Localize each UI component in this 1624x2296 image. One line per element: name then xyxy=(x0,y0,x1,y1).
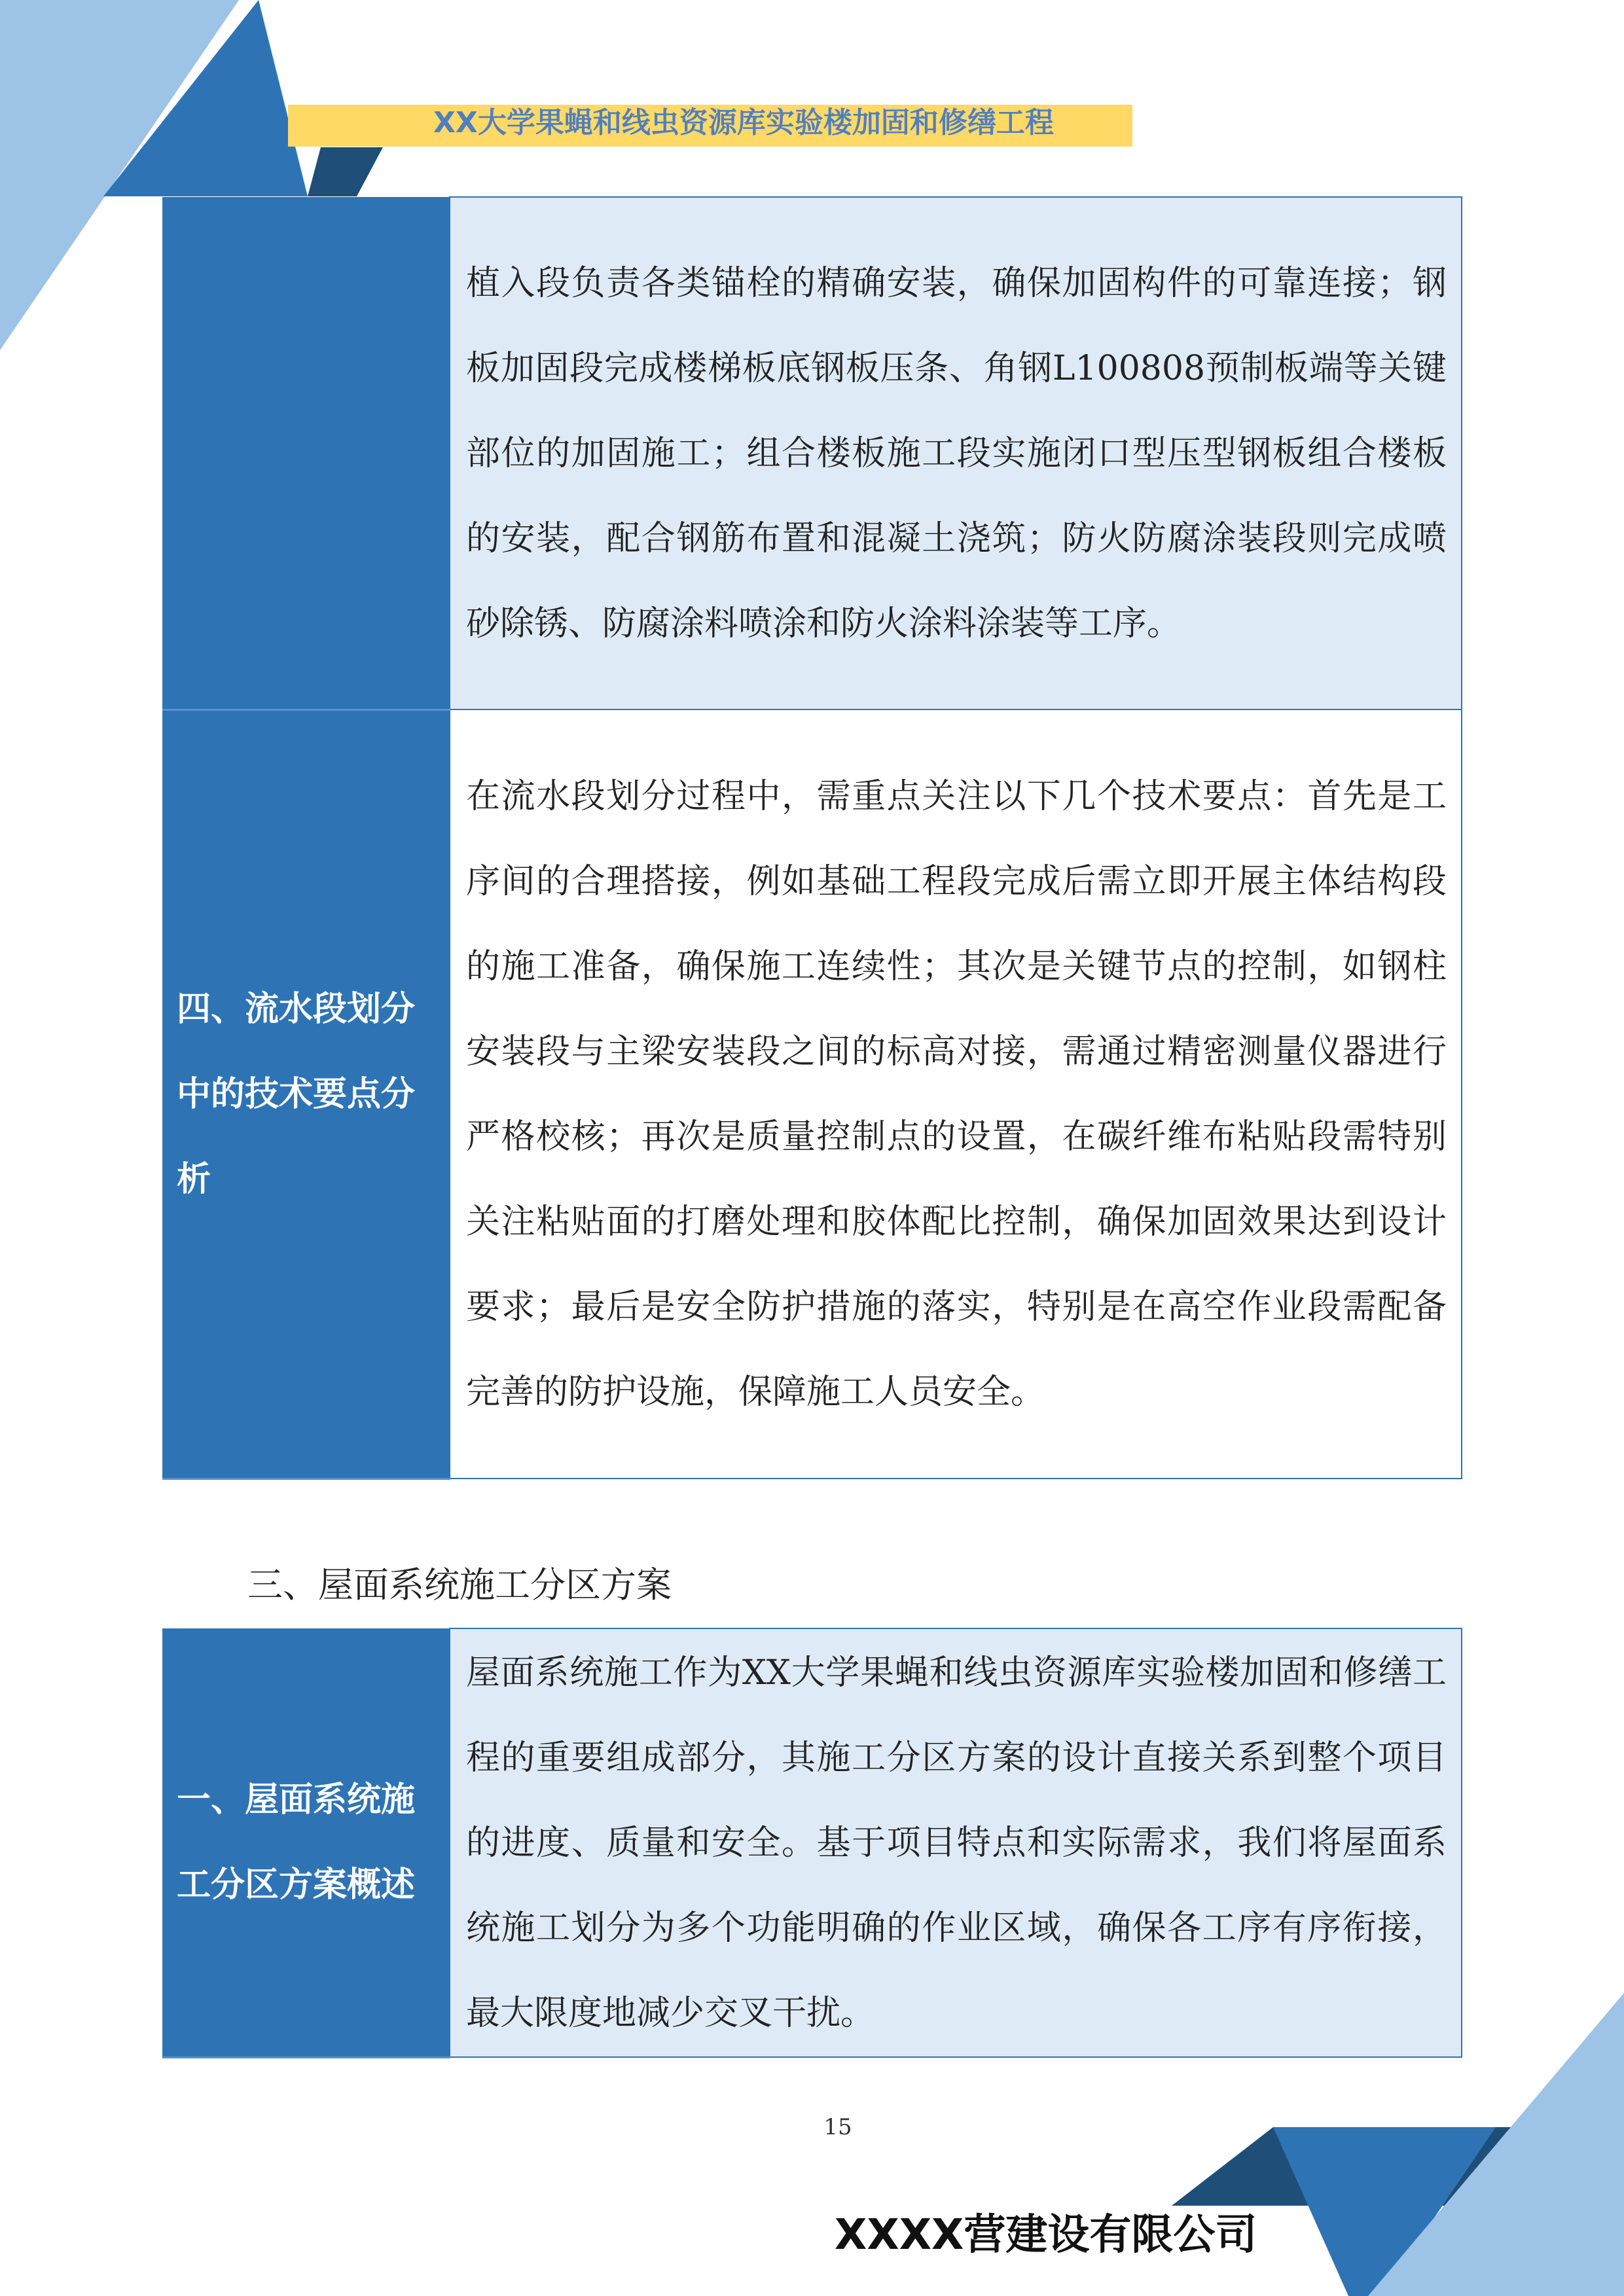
table-row xyxy=(162,709,1462,1479)
bottom-right-dark-triangle xyxy=(1172,2127,1623,2206)
company-name: XXXX营建设有限公司 xyxy=(835,2211,1257,2259)
header-title: XX大学果蝇和线虫资源库实验楼加固和修缮工程 xyxy=(433,106,1054,139)
content-table-2 xyxy=(162,1628,1462,2058)
page-number: 15 xyxy=(823,2114,852,2140)
section-heading: 三、屋面系统施工分区方案 xyxy=(247,1564,672,1605)
top-left-blue-triangle xyxy=(103,0,308,196)
table-row xyxy=(162,1628,1462,2057)
row-text: 植入段负责各类锚栓的精确安装，确保加固构件的可靠连接；钢板加固段完成楼梯板底钢板压条、角钢L100808预制板端等关键部位的加固施工；组合楼板施工段实施闭口型压型钢板组合楼板的安装，配合钢筋布置和混凝土浇筑；防火防腐涂装段则完成喷砂除锈、防腐涂料喷涂和防火涂料涂装等工序。 xyxy=(450,197,1462,709)
row-text: 屋面系统施工作为XX大学果蝇和线虫资源库实验楼加固和修缮工程的重要组成部分，其施工分区方案的设计直接关系到整个项目的进度、质量和安全。基于项目特点和实际需求，我们将屋面系统施工划分为多个功能明确的作业区域，确保各工序有序衔接，最大限度地减少交叉干扰。 xyxy=(450,1628,1462,2057)
bottom-right-blue-triangle xyxy=(1273,2127,1496,2296)
row-text: 在流水段划分过程中，需重点关注以下几个技术要点：首先是工序间的合理搭接，例如基础工程段完成后需立即开展主体结构段的施工准备，确保施工连续性；其次是关键节点的控制，如钢柱安装段与主梁安装段之间的标高对接，需通过精密测量仪器进行严格校核；再次是质量控制点的设置，在碳纤维布粘贴段需特别关注粘贴面的打磨处理和胶体配比控制，确保加固效果达到设计要求；最后是安全防护措施的落实，特别是在高空作业段需配备完善的防护设施，保障施工人员安全。 xyxy=(450,709,1462,1479)
content-table-1 xyxy=(162,196,1462,1480)
row-label: 一、屋面系统施工分区方案概述 xyxy=(162,1628,450,2057)
row-label: 四、流水段划分中的技术要点分析 xyxy=(162,709,450,1479)
table-row xyxy=(162,197,1462,709)
row-label xyxy=(162,197,450,709)
top-left-dark-triangle xyxy=(308,147,383,196)
